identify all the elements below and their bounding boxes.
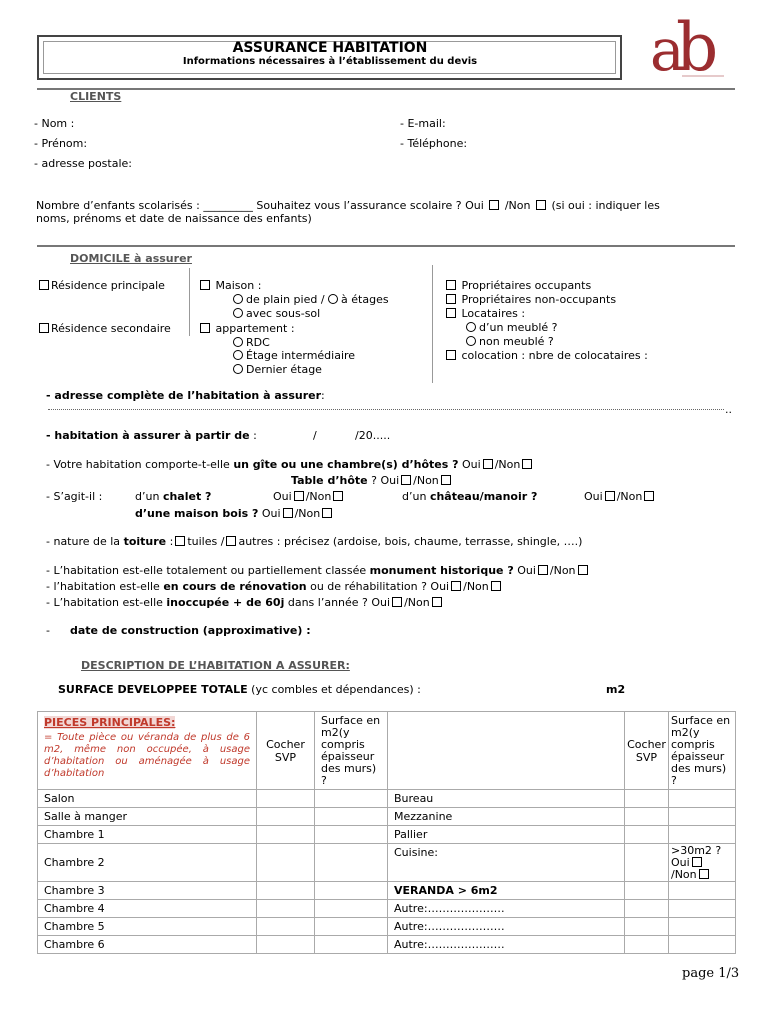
checkbox-bois-non[interactable]	[322, 508, 332, 518]
radio-rdc[interactable]	[233, 337, 243, 347]
checkbox-tuiles[interactable]	[175, 536, 185, 546]
checkbox-inoccupee-oui[interactable]	[392, 597, 402, 607]
surface-cell[interactable]	[669, 900, 736, 918]
surface-totale: SURFACE DEVELOPPEE TOTALE (yc combles et dépendances) :	[58, 683, 421, 696]
surface-cell[interactable]	[315, 882, 388, 900]
surface-cell[interactable]	[669, 826, 736, 844]
maison-bois-label: d’une maison bois ? Oui /Non	[135, 507, 334, 520]
radio-dernier-etage[interactable]	[233, 364, 243, 374]
surface-cell[interactable]	[315, 808, 388, 826]
toiture-question: - nature de la toiture : tuiles / autres : précisez (ardoise, bois, chaume, terrasse, shingle, ….)	[46, 535, 583, 548]
divider	[37, 88, 735, 90]
option-maison[interactable]: Maison :	[198, 279, 261, 292]
renovation-question: - l’habitation est-elle en cours de rénovation ou de réhabilitation ? Oui /Non	[46, 580, 503, 593]
checkbox-chalet-non[interactable]	[333, 491, 343, 501]
cocher-cell[interactable]	[257, 918, 315, 936]
room-chambre-5: Chambre 5	[38, 918, 257, 936]
room-chambre-3: Chambre 3	[38, 882, 257, 900]
surface-cell[interactable]	[669, 918, 736, 936]
checkbox-chateau-oui[interactable]	[605, 491, 615, 501]
pieces-table	[37, 711, 736, 954]
label-adresse: - adresse postale:	[34, 157, 132, 170]
room-chambre-6: Chambre 6	[38, 936, 257, 954]
inoccupee-question: - L’habitation est-elle inoccupée + de 60j dans l’année ? Oui /Non	[46, 596, 444, 609]
checkbox-bois-oui[interactable]	[283, 508, 293, 518]
room-autre: Autre:…………………	[388, 918, 625, 936]
checkbox-gite-oui[interactable]	[483, 459, 493, 469]
surface-cell[interactable]	[315, 936, 388, 954]
svg-text:a: a	[650, 16, 685, 84]
cocher-cell[interactable]	[625, 882, 669, 900]
divider	[37, 245, 735, 247]
surface-cell[interactable]	[669, 936, 736, 954]
chateau-label: d’un château/manoir ?	[402, 490, 538, 503]
divider	[432, 265, 433, 383]
radio-plain-pied[interactable]	[233, 294, 243, 304]
maison-plain-pied-etages: de plain pied / à étages	[233, 293, 389, 306]
radio-intermediaire[interactable]	[233, 350, 243, 360]
cocher-cell[interactable]	[257, 790, 315, 808]
checkbox-autres[interactable]	[226, 536, 236, 546]
table-row	[38, 918, 736, 936]
surface-cell[interactable]	[315, 826, 388, 844]
room-salon: Salon	[38, 790, 257, 808]
checkbox-table-hote-non[interactable]	[441, 475, 451, 485]
option-residence-secondaire[interactable]: Résidence secondaire	[37, 322, 171, 335]
construction-label: date de construction (approximative) :	[70, 624, 311, 637]
cocher-cell[interactable]	[625, 918, 669, 936]
checkbox-table-hote-oui[interactable]	[401, 475, 411, 485]
chateau-choice: Oui /Non	[584, 490, 656, 503]
option-proprio-occupants[interactable]: Propriétaires occupants	[444, 279, 591, 292]
label-nom: - Nom :	[34, 117, 75, 130]
surface-cell[interactable]	[315, 900, 388, 918]
locataire-non-meuble: non meublé ?	[466, 335, 554, 348]
room-mezzanine: Mezzanine	[388, 808, 625, 826]
label-email: - E-mail:	[400, 117, 446, 130]
cocher-cell[interactable]	[625, 844, 669, 882]
cocher-cell[interactable]	[625, 808, 669, 826]
locataire-meuble: d’un meublé ?	[466, 321, 558, 334]
cocher-cell[interactable]	[625, 936, 669, 954]
table-row	[38, 790, 736, 808]
checkbox-gite-non[interactable]	[522, 459, 532, 469]
cocher-cell[interactable]	[625, 826, 669, 844]
adresse-complete-label: - adresse complète de l’habitation à assurer:	[46, 389, 325, 402]
checkbox-scolaire-oui[interactable]	[489, 200, 499, 210]
table-row	[38, 826, 736, 844]
page-number: page 1/3	[682, 966, 740, 981]
checkbox-cuisine-non[interactable]	[699, 869, 709, 879]
room-cuisine: Cuisine:	[388, 844, 625, 882]
checkbox-chalet-oui[interactable]	[294, 491, 304, 501]
table-row	[38, 900, 736, 918]
cocher-cell[interactable]	[257, 936, 315, 954]
room-chambre-4: Chambre 4	[38, 900, 257, 918]
option-locataires[interactable]: Locataires :	[444, 307, 525, 320]
room-chambre-2: Chambre 2	[38, 844, 257, 882]
checkbox-cuisine-oui[interactable]	[692, 857, 702, 867]
table-row	[38, 808, 736, 826]
page-title: ASSURANCE HABITATION	[232, 40, 428, 56]
radio-non-meuble[interactable]	[466, 336, 476, 346]
label-prenom: - Prénom:	[34, 137, 88, 150]
date-slash: /	[313, 429, 317, 442]
checkbox-chateau-non[interactable]	[644, 491, 654, 501]
divider	[189, 268, 190, 336]
adresse-complete-field[interactable]	[48, 409, 724, 410]
table-row	[38, 844, 736, 882]
checkbox[interactable]	[446, 350, 456, 360]
cocher-header: Cocher SVP	[257, 712, 315, 790]
appart-rdc: RDC	[233, 336, 270, 349]
checkbox[interactable]	[446, 280, 456, 290]
cocher-cell[interactable]	[257, 900, 315, 918]
room-salle-a-manger: Salle à manger	[38, 808, 257, 826]
appart-intermediaire: Étage intermédiaire	[233, 349, 355, 362]
checkbox-renovation-oui[interactable]	[451, 581, 461, 591]
chalet-choice: Oui /Non	[273, 490, 345, 503]
label-telephone: - Téléphone:	[400, 137, 468, 150]
table-row	[38, 936, 736, 954]
partir-de-label: - habitation à assurer à partir de :	[46, 429, 257, 442]
monument-question: - L’habitation est-elle totalement ou partiellement classée monument historique ? Oui /Non	[46, 564, 590, 577]
checkbox[interactable]	[200, 280, 210, 290]
dots-end: ..	[725, 403, 732, 416]
table-header-row	[38, 712, 736, 790]
checkbox[interactable]	[446, 308, 456, 318]
cocher-cell[interactable]	[625, 790, 669, 808]
surface-cell[interactable]	[315, 918, 388, 936]
surface-cell[interactable]	[669, 790, 736, 808]
option-colocation[interactable]: colocation : nbre de colocataires :	[444, 349, 648, 362]
surface-header-right: Surface en m2(y compris épaisseur des murs) ?	[669, 712, 736, 790]
table-row	[38, 882, 736, 900]
enfants-line2: noms, prénoms et date de naissance des enfants)	[36, 212, 312, 225]
cuisine-size-cell: >30m2 ? Oui /Non	[669, 844, 736, 882]
surface-cell[interactable]	[669, 808, 736, 826]
company-logo	[646, 12, 726, 84]
surface-unit: m2	[606, 683, 626, 696]
checkbox-scolaire-non[interactable]	[536, 200, 546, 210]
pieces-header-right	[388, 712, 625, 790]
maison-sous-sol: avec sous-sol	[233, 307, 320, 320]
appart-dernier: Dernier étage	[233, 363, 322, 376]
checkbox-renovation-non[interactable]	[491, 581, 501, 591]
room-chambre-1: Chambre 1	[38, 826, 257, 844]
room-autre: Autre:…………………	[388, 900, 625, 918]
svg-text:b: b	[676, 12, 719, 84]
construction-dash: -	[46, 624, 50, 637]
checkbox[interactable]	[39, 323, 49, 333]
radio-meuble[interactable]	[466, 322, 476, 332]
surface-cell[interactable]	[315, 844, 388, 882]
pieces-header: PIECES PRINCIPALES: = Toute pièce ou véranda de plus de 6 m2, même non occupée, à usage d’habitation ou aménagée à usage d’habitation	[38, 712, 257, 790]
gite-question: - Votre habitation comporte-t-elle un gîte ou une chambre(s) d’hôtes ? Oui /Non	[46, 458, 534, 471]
surface-header: Surface en m2(y compris épaisseur des murs) ?	[315, 712, 388, 790]
enfants-question: Nombre d’enfants scolarisés : _________ Souhaitez vous l’assurance scolaire ? Oui /Non (si oui : indiquer les	[36, 199, 660, 212]
room-veranda: VERANDA > 6m2	[388, 882, 625, 900]
section-clients: CLIENTS	[70, 90, 122, 103]
cocher-header-right: Cocher SVP	[625, 712, 669, 790]
radio-etages[interactable]	[328, 294, 338, 304]
sagit-label: - S’agit-il :	[46, 490, 103, 503]
option-proprio-non-occupants[interactable]: Propriétaires non-occupants	[444, 293, 616, 306]
cocher-cell[interactable]	[625, 900, 669, 918]
room-pallier: Pallier	[388, 826, 625, 844]
checkbox-monument-non[interactable]	[578, 565, 588, 575]
surface-cell[interactable]	[669, 882, 736, 900]
cocher-cell[interactable]	[257, 808, 315, 826]
radio-sous-sol[interactable]	[233, 308, 243, 318]
page-subtitle: Informations nécessaires à l’établissement du devis	[182, 56, 478, 67]
option-appartement[interactable]: appartement :	[198, 322, 295, 335]
room-autre: Autre:…………………	[388, 936, 625, 954]
checkbox-monument-oui[interactable]	[538, 565, 548, 575]
section-domicile: DOMICILE à assurer	[70, 252, 192, 265]
section-description: DESCRIPTION DE L’HABITATION A ASSURER:	[81, 659, 350, 672]
chalet-label: d’un chalet ?	[135, 490, 212, 503]
checkbox[interactable]	[39, 280, 49, 290]
cocher-cell[interactable]	[257, 882, 315, 900]
checkbox[interactable]	[446, 294, 456, 304]
room-bureau: Bureau	[388, 790, 625, 808]
surface-cell[interactable]	[315, 790, 388, 808]
checkbox[interactable]	[200, 323, 210, 333]
date-year: /20.....	[355, 429, 391, 442]
checkbox-inoccupee-non[interactable]	[432, 597, 442, 607]
cocher-cell[interactable]	[257, 826, 315, 844]
option-residence-principale[interactable]: Résidence principale	[37, 279, 165, 292]
table-hote-question: Table d’hôte ? Oui /Non	[291, 474, 453, 487]
cocher-cell[interactable]	[257, 844, 315, 882]
